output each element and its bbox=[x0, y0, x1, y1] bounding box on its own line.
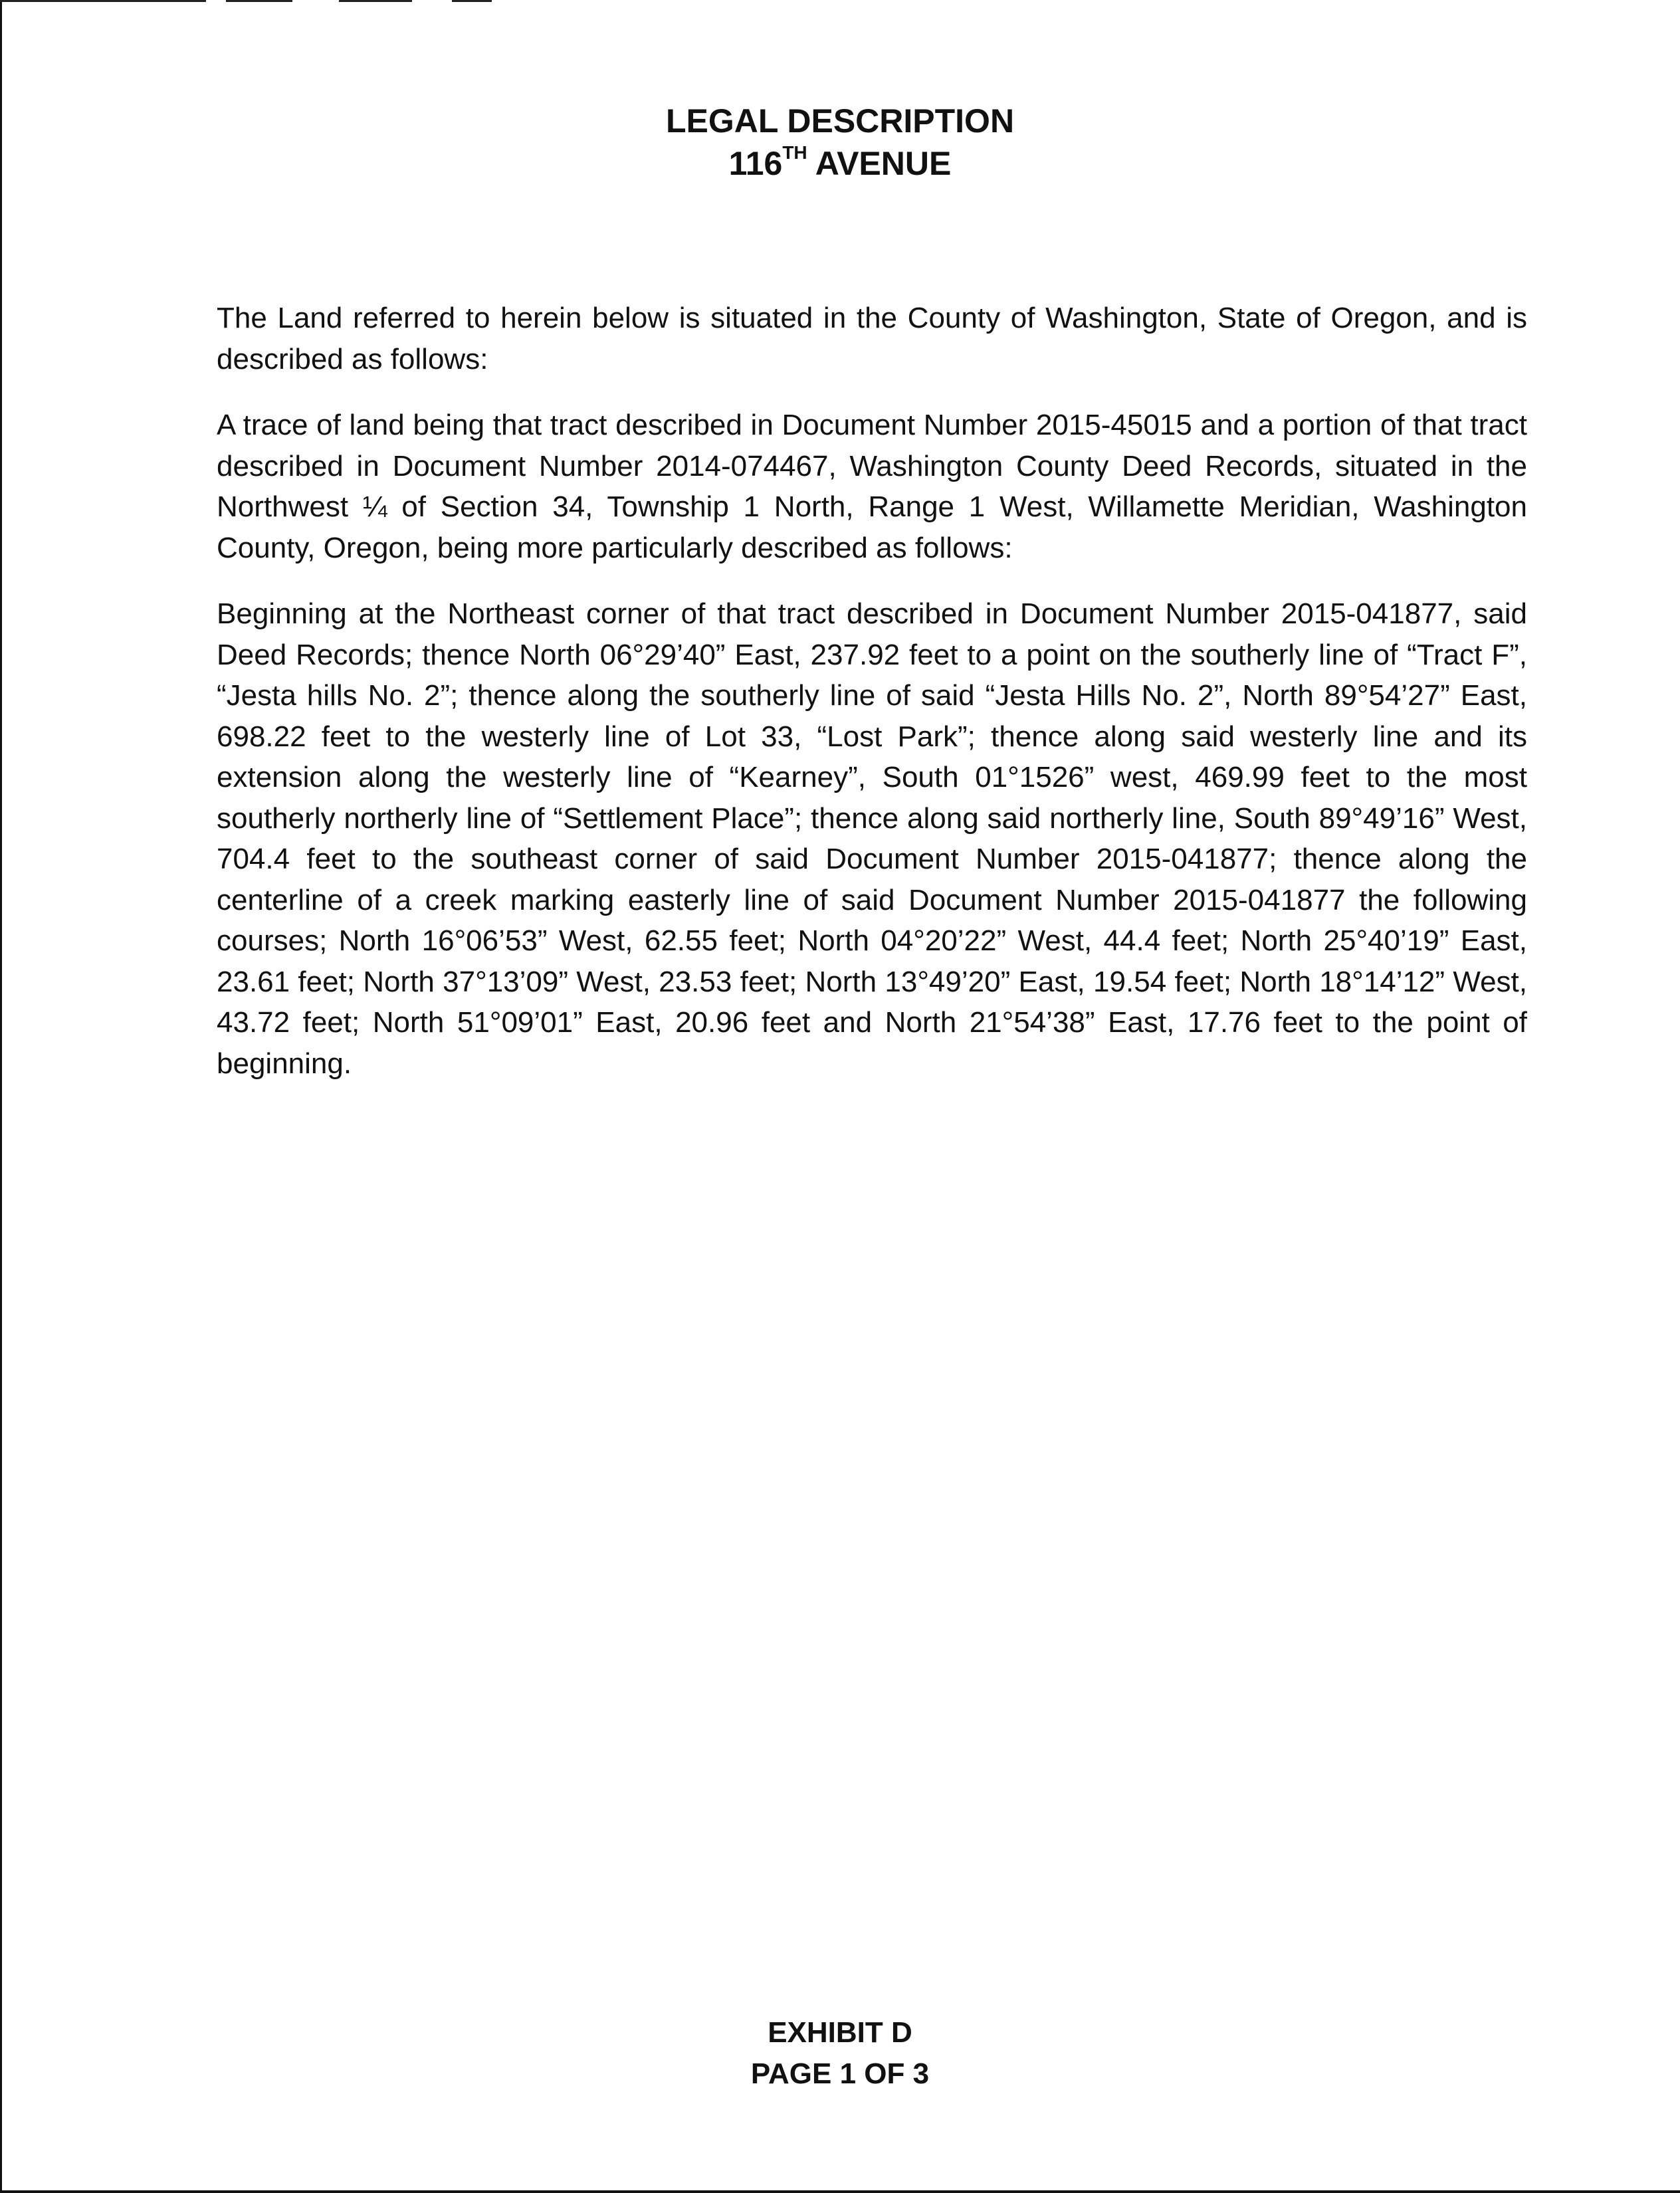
paragraph-metes-and-bounds: Beginning at the Northeast corner of that tract described in Document Number 2015-041877, said Deed Records; thence North 06°29’40” East, 237.92 feet to a point on the southerly line of “Tract F”, “Jesta hills No. 2”; thence along the southerly line of said “Jesta Hills No. 2”, North 89°54’27” East, 698.22 feet to the westerly line of Lot 33, “Lost Park”; thence along said westerly line and its extension along the westerly line of “Kearney”, South 01°1526” west, 469.99 feet to the most southerly northerly line of “Settlement Place”; thence along said northerly line, South 89°49’16” West, 704.4 feet to the southeast corner of said Document Number 2015-041877; thence along the centerline of a creek marking easterly line of said Document Number 2015-041877 the following courses; North 16°06’53” West, 62.55 feet; North 04°20’22” West, 44.4 feet; North 25°40’19” East, 23.61 feet; North 37°13’09” West, 23.53 feet; North 13°49’20” East, 19.54 feet; North 18°14’12” West, 43.72 feet; North 51°09’01” East, 20.96 feet and North 21°54’38” East, 17.76 feet to the point of beginning. bbox=[217, 597, 1527, 1080]
subtitle-number: 116 bbox=[728, 145, 783, 182]
subtitle-ordinal-suffix: TH bbox=[782, 142, 807, 163]
page-number: PAGE 1 OF 3 bbox=[750, 2057, 930, 2090]
document-subtitle bbox=[0, 142, 1680, 185]
scan-edge-bottom bbox=[0, 2190, 1680, 2193]
subtitle-rest: AVENUE bbox=[815, 145, 952, 182]
scan-edge-top bbox=[0, 0, 492, 2]
document-header bbox=[0, 100, 1680, 185]
paragraph-tract: A trace of land being that tract described in Document Number 2015-45015 and a portion of that tract described in Document Number 2014-074467, Washington County Deed Records, situated in the Northwest ¼ of Section 34, Township 1 North, Range 1 West, Willamette Meridian, Washington County, Oregon, being more particularly described as follows: bbox=[217, 409, 1527, 564]
document-footer bbox=[0, 2012, 1680, 2095]
document-title: LEGAL DESCRIPTION bbox=[665, 102, 1015, 140]
scan-edge-left bbox=[0, 0, 2, 2193]
exhibit-label: EXHIBIT D bbox=[768, 2016, 912, 2049]
document-body bbox=[217, 298, 1527, 1109]
paragraph-location: The Land referred to herein below is situated in the County of Washington, State of Oregon, and is described as follows: bbox=[217, 302, 1527, 375]
